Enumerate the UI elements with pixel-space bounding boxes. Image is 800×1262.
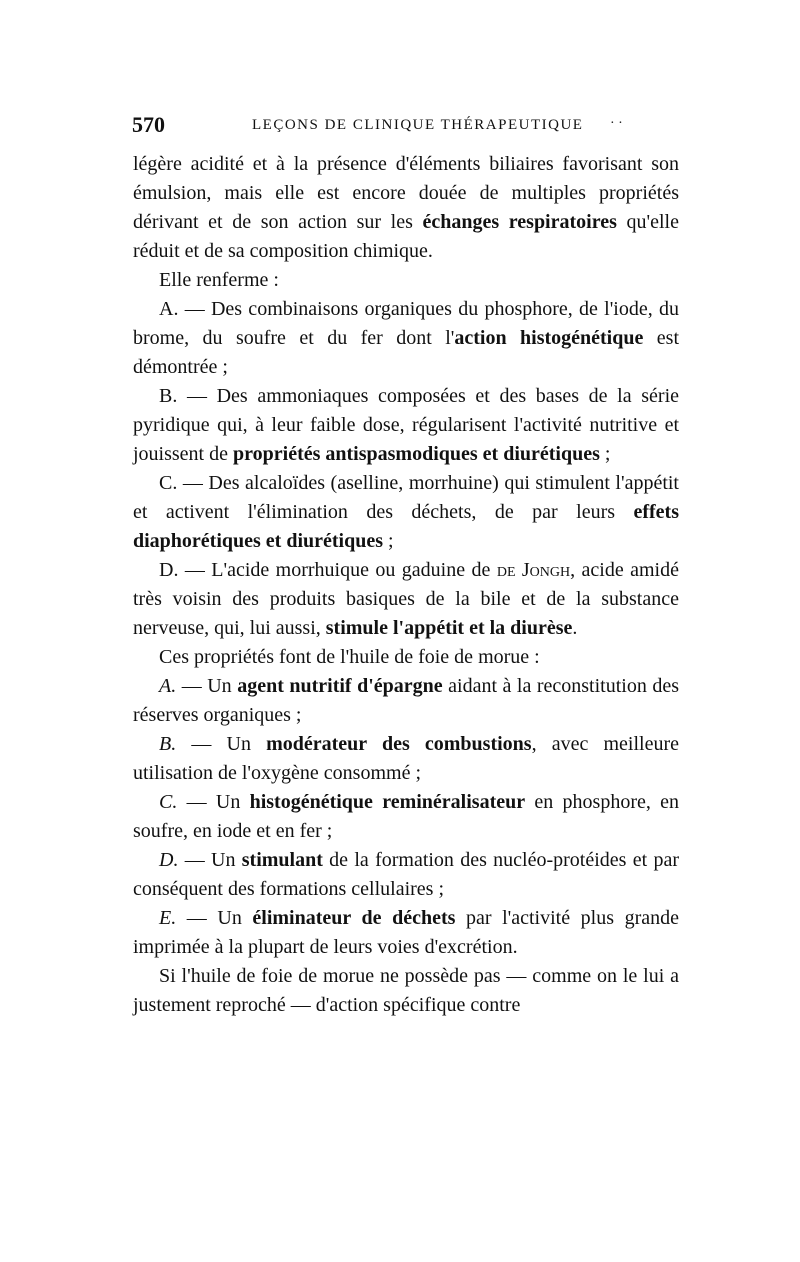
list-item-d <box>133 556 679 643</box>
text-run: — Un <box>178 849 242 871</box>
text-run: en phosphore, en soufre, en iode et en fer ; <box>133 791 679 842</box>
bold-term: stimule l'appétit et la diurèse <box>325 617 573 639</box>
text-run: Elle renferme : <box>159 269 279 291</box>
page-body <box>133 150 679 1020</box>
text-run: — Des alcaloïdes (aselline, morrhuine) qui stimulent l'appétit et activent l'élimination des déchets, de par leurs <box>133 472 679 523</box>
bold-term: histogénétique reminéralisateur <box>249 791 526 813</box>
text-run: par l'activité plus grande imprimée à la plupart de leurs voies d'excrétion. <box>133 907 680 958</box>
text-run: aidant à la reconstitution des réserves organiques ; <box>133 675 679 726</box>
item-label: A. <box>159 675 177 697</box>
text-run: — Un <box>176 907 253 929</box>
list-item-b-italic <box>133 730 679 788</box>
text-run: est démontrée ; <box>133 327 679 378</box>
bold-term: modérateur des combustions <box>266 733 532 755</box>
bold-term: action histogénétique <box>454 327 644 349</box>
item-label: D. <box>159 559 179 581</box>
paragraph-intro <box>133 266 679 295</box>
list-item-b <box>133 382 679 469</box>
paragraph-closing <box>133 962 679 1020</box>
text-run: , avec meilleure utilisation de l'oxygène consommé ; <box>133 733 679 784</box>
list-item-e-italic <box>133 904 679 962</box>
text-run: ; <box>383 530 394 552</box>
bold-term: échanges respiratoires <box>422 211 617 233</box>
author-name: de Jongh <box>496 559 571 581</box>
bold-term: éliminateur de déchets <box>252 907 456 929</box>
page-number: 570 <box>132 112 165 137</box>
item-label: E. <box>159 907 177 929</box>
bold-term: stimulant <box>241 849 323 871</box>
bold-term: propriétés antispasmodiques et diurétiques <box>233 443 600 465</box>
running-title: LEÇONS DE CLINIQUE THÉRAPEUTIQUE <box>252 117 584 133</box>
item-label: C. <box>159 791 178 813</box>
text-run: Ces propriétés font de l'huile de foie de morue : <box>159 646 540 668</box>
text-run: — Un <box>177 791 250 813</box>
text-run: — Des combinaisons organiques du phosphore, de l'iode, du brome, du soufre et du fer dont l' <box>133 298 679 349</box>
text-run: , acide amidé très voisin des produits basiques de la bile et de la substance nerveuse, qui, lui aussi, <box>133 559 679 639</box>
list-item-c <box>133 469 679 556</box>
list-item-a <box>133 295 679 382</box>
paragraph-properties <box>133 643 679 672</box>
bold-term: agent nutritif d'épargne <box>237 675 443 697</box>
text-run: — Un <box>176 675 238 697</box>
item-label: D. <box>159 849 179 871</box>
list-item-d-italic <box>133 846 679 904</box>
text-run: qu'elle réduit et de sa composition chimique. <box>133 211 679 262</box>
item-label: A. <box>159 298 179 320</box>
list-item-c-italic <box>133 788 679 846</box>
text-run: de la formation des nucléo-protéides et par conséquent des formations cellulaires ; <box>133 849 679 900</box>
paragraph-continuation <box>133 150 679 266</box>
bold-term: effets diaphorétiques et diurétiques <box>133 501 679 552</box>
text-run: Si l'huile de foie de morue ne possède pas — comme on le lui a justement reproché — d'action spécifique contre <box>133 965 679 1016</box>
text-run: — Des ammoniaques composées et des bases de la série pyridique qui, à leur faible dose, régularisent l'activité nutritive et jouissent de <box>133 385 679 465</box>
text-run: — Un <box>176 733 267 755</box>
item-label: B. <box>159 385 178 407</box>
list-item-a-italic <box>133 672 679 730</box>
text-run: . <box>572 617 578 639</box>
text-run: ; <box>599 443 611 465</box>
text-run: — L'acide morrhuique ou gaduine de <box>178 559 497 581</box>
header-marks: · · <box>610 116 623 131</box>
text-run: légère acidité et à la présence d'éléments biliaires favorisant son émulsion, mais elle est encore douée de multiples propriétés dérivant et de son action sur les <box>133 153 679 233</box>
item-label: C. <box>159 472 178 494</box>
item-label: B. <box>159 733 177 755</box>
